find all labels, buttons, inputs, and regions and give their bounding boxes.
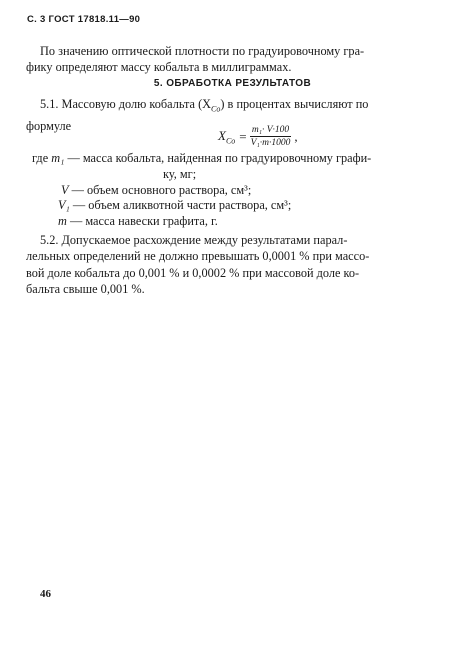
definition-text: — масса навески графита, г. [66, 214, 218, 229]
clause-5-1-subscript: Co [211, 104, 221, 114]
definitions [26, 151, 371, 230]
definitions-where: где [32, 151, 49, 165]
formula [218, 125, 298, 148]
formula-denominator: V₁·m·1000 [250, 138, 291, 148]
formula-fraction [249, 125, 293, 148]
intro-line-2: фику определяют массу кобальта в миллиграммах. [26, 60, 292, 75]
intro-paragraph [26, 43, 421, 76]
formula-lhs [218, 128, 235, 146]
definition-text: ку, мг; [163, 166, 197, 181]
page-header: С. 3 ГОСТ 17818.11—90 [27, 14, 141, 25]
clause-5-2-line-1: 5.2. Допускаемое расхождение между результатами парал- [40, 233, 348, 247]
section-title: 5. ОБРАБОТКА РЕЗУЛЬТАТОВ [153, 78, 312, 89]
definition-row [26, 183, 371, 199]
formula-numerator: m₁· V·100 [251, 125, 290, 135]
intro-line-1: По значению оптической плотности по градуировочному гра- [40, 44, 365, 58]
definition-row [26, 198, 371, 214]
clause-5-1-line-2: формуле [26, 118, 72, 133]
clause-5-2-line-2: лельных определений не должно превышать 0,0001 % при массо- [26, 249, 370, 264]
page-number: 46 [40, 588, 51, 600]
definition-text: — объем аликвотной части раствора, см³; [69, 198, 292, 213]
definition-symbol: m₁ [51, 151, 65, 165]
definition-symbol: m [58, 214, 67, 229]
clause-5-1-line-1 [26, 96, 421, 118]
definition-row [26, 151, 371, 167]
formula-comma: , [294, 128, 298, 144]
definition-symbol: V₁ [58, 198, 70, 213]
definition-symbol: V [61, 182, 69, 197]
clause-5-1-text-end: ) в процентах вычисляют по [220, 97, 369, 111]
formula-lhs-subscript: Co [225, 136, 236, 146]
definition-row [26, 214, 371, 230]
definition-text: — объем основного раствора, см³; [68, 182, 252, 197]
formula-equals: = [239, 128, 247, 144]
clause-5-2 [26, 232, 421, 298]
clause-5-2-line-4: бальта свыше 0,001 %. [26, 282, 145, 297]
definition-row [26, 167, 371, 183]
definition-text: — масса кобальта, найденная по градуировочному графи- [64, 151, 372, 165]
clause-5-1-text: 5.1. Массовую долю кобальта (X [40, 97, 212, 111]
formula-lhs-symbol: X [218, 127, 226, 143]
clause-5-2-line-3: вой доле кобальта до 0,001 % и 0,0002 % при массовой доле ко- [26, 265, 360, 280]
